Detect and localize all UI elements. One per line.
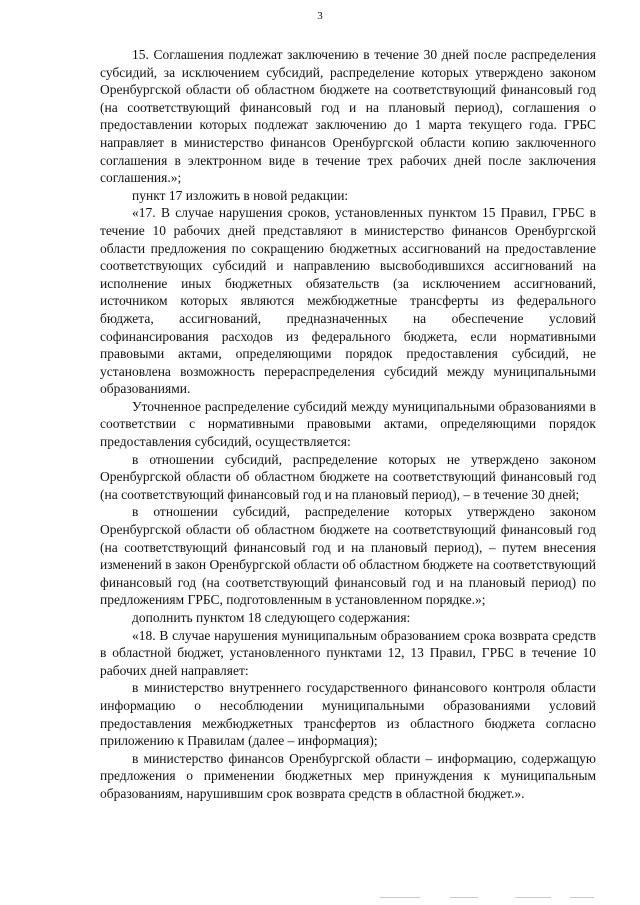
paragraph-amendment-18: дополнить пунктом 18 следующего содержания: xyxy=(132,610,411,625)
paragraph-finance-ministry: в министерство финансов Оренбургской области – информацию, содержащую предложения о применении бюджетных мер принуждения к муниципальным образованиям, нарушившим срок возврата средств в областной бюджет.». xyxy=(100,750,596,801)
scan-artifact-marks xyxy=(380,897,600,901)
paragraph-item-18: «18. В случае нарушения муниципальным образованием срока возврата средств в областной бюджет, установленного пунктами 12, 13 Правил, ГРБС в течение 10 рабочих дней направляет: xyxy=(100,627,596,678)
paragraph-approved-subsidies: в отношении субсидий, распределение которых утверждено законом Оренбургской области об областном бюджете на соответствующий финансовый год (на соответствующий финансовый год и на плановый период), – путем внесения изменений в закон Оренбургской области об областном бюджете на соответствующий финансовый год (на соответствующий финансовый год и на плановый период) по предложениям ГРБС, подготовленным в установленном порядке.»; xyxy=(100,504,597,608)
paragraph-not-approved-subsidies: в отношении субсидий, распределение которых не утверждено законом Оренбургской области об областном бюджете на соответствующий финансовый год (на соответствующий финансовый год и на плановый период), – в течение 30 дней; xyxy=(100,451,596,502)
page-number: 3 xyxy=(317,10,323,22)
document-body xyxy=(100,46,596,803)
paragraph-item-15: 15. Соглашения подлежат заключению в течение 30 дней после распределения субсидий, за исключением субсидий, распределение которых утверждено законом Оренбургской области об областном бюджете на соответствующий финансовый год (на соответствующий финансовый год и на плановый период), соглашения о предоставлении которых подлежат заключению до 1 марта текущего года. ГРБС направляет в министерство финансов Оренбургской области копию заключенного соглашения в электронном виде в течение трех рабочих дней после заключения соглашения.»; xyxy=(100,47,596,186)
paragraph-control-ministry: в министерство внутреннего государственного финансового контроля области информацию о несоблюдении муниципальными образованиями условий предоставления межбюджетных трансфертов из областного бюджета согласно приложению к Правилам (далее – информация); xyxy=(100,680,596,749)
paragraph-item-17: «17. В случае нарушения сроков, установленных пунктом 15 Правил, ГРБС в течение 10 рабочих дней представляют в министерство финансов Оренбургской области предложения по сокращению бюджетных ассигнований на предоставление соответствующих субсидий и направлению высвободившихся ассигнований на исполнение иных бюджетных обязательств (за исключением ассигнований, источником которых являются межбюджетные трансферты из федерального бюджета, ассигнований, предназначенных на обеспечение условий софинансирования расходов из федерального бюджета, если нормативными правовыми актами, определяющими порядок предоставления субсидий, не установлена возможность перераспределения субсидий между муниципальными образованиями. xyxy=(100,205,596,397)
paragraph-redistribution: Уточненное распределение субсидий между муниципальными образованиями в соответствии с нормативными правовыми актами, определяющими порядок предоставления субсидий, осуществляется: xyxy=(100,398,596,450)
paragraph-amendment-17: пункт 17 изложить в новой редакции: xyxy=(132,187,349,203)
